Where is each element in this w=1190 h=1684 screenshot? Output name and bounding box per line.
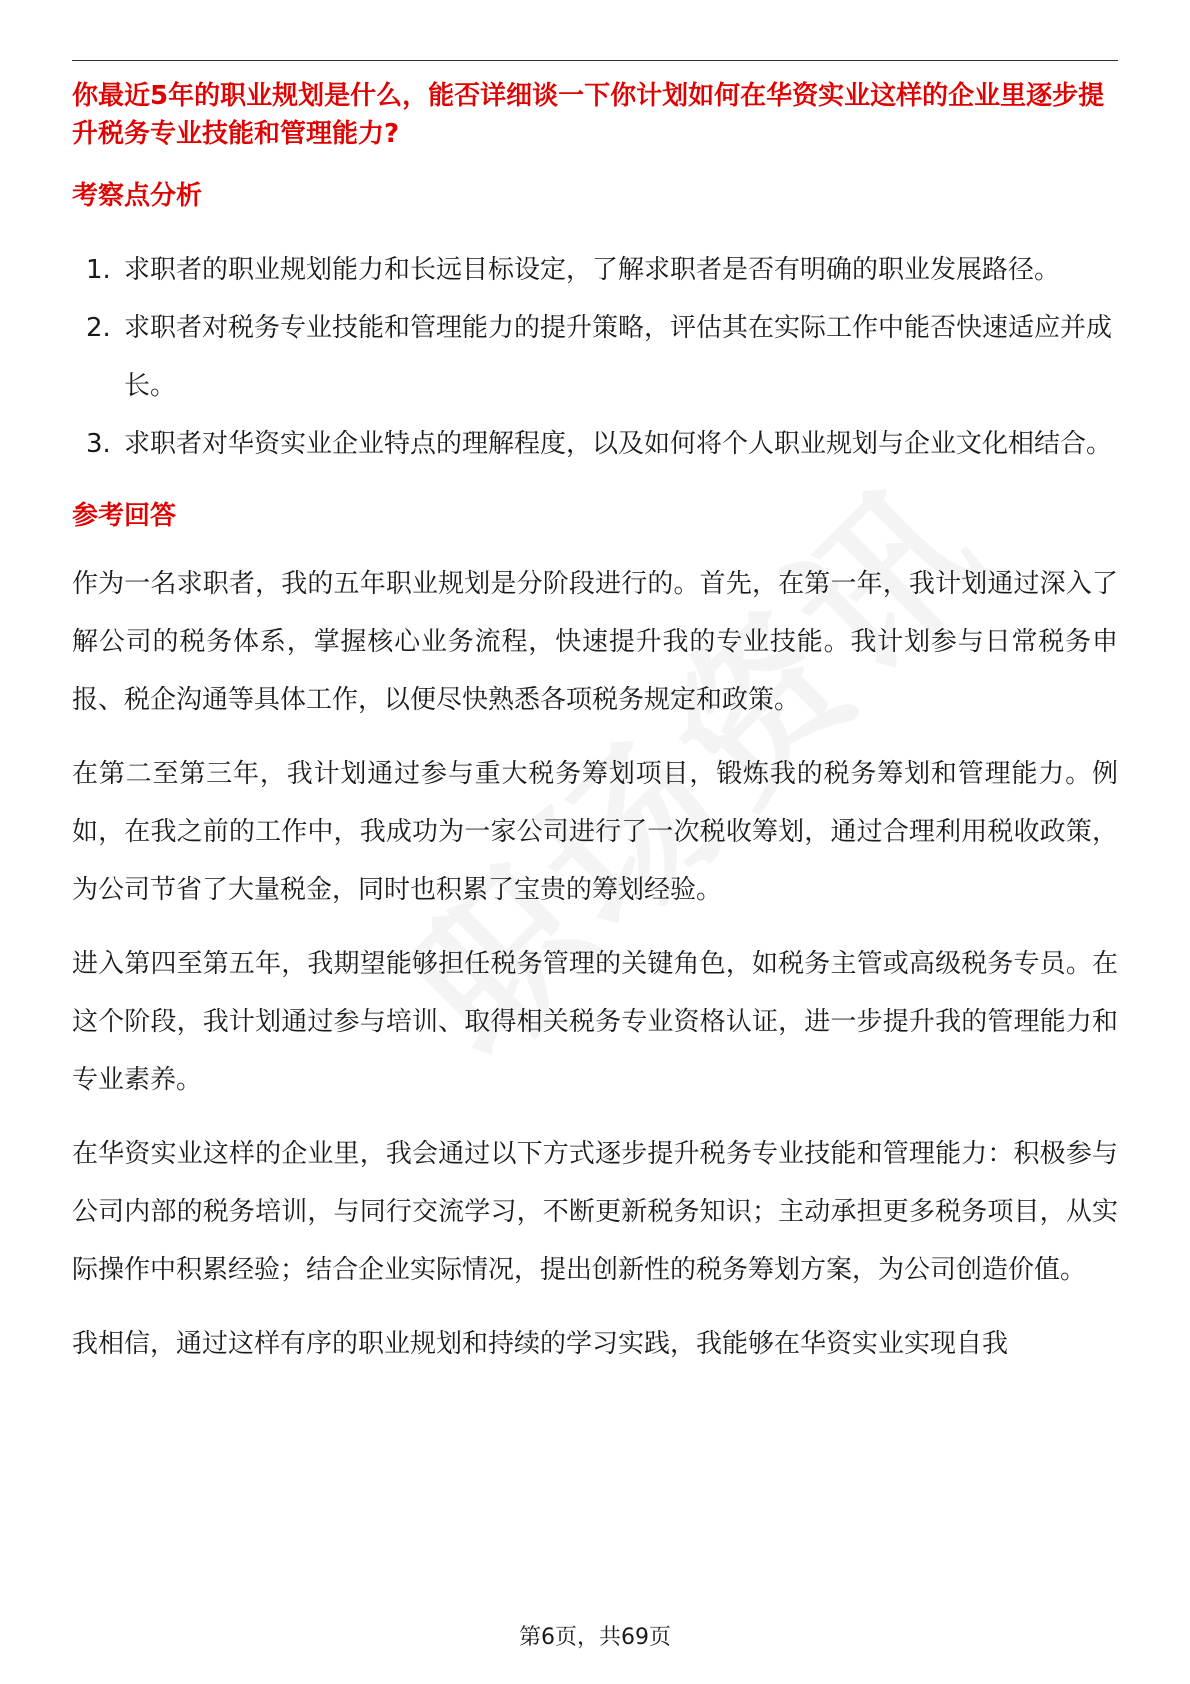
answer-paragraph: 作为一名求职者，我的五年职业规划是分阶段进行的。首先，在第一年，我计划通过深入了解公司的税务体系，掌握核心业务流程，快速提升我的专业技能。我计划参与日常税务申报、税企沟通等具体工作，以便尽快熟悉各项税务规定和政策。 [72, 569, 1118, 715]
answer-paragraph: 在第二至第三年，我计划通过参与重大税务筹划项目，锻炼我的税务筹划和管理能力。例如，在我之前的工作中，我成功为一家公司进行了一次税收筹划，通过合理利用税收政策，为公司节省了大量税金，同时也积累了宝贵的筹划经验。 [72, 759, 1118, 905]
analysis-points-list [72, 241, 1118, 473]
list-item-number: 2. [86, 313, 111, 343]
answer-paragraph: 进入第四至第五年，我期望能够担任税务管理的关键角色，如税务主管或高级税务专员。在这个阶段，我计划通过参与培训、取得相关税务专业资格认证，进一步提升我的管理能力和专业素养。 [72, 949, 1118, 1095]
answer-paragraph: 我相信，通过这样有序的职业规划和持续的学习实践，我能够在华资实业实现自我 [72, 1329, 1009, 1359]
analysis-heading: 考察点分析 [72, 181, 203, 211]
question-heading: 你最近5年的职业规划是什么，能否详细谈一下你计划如何在华资实业这样的企业里逐步提升税务专业技能和管理能力? [72, 81, 1105, 149]
list-item-number: 1. [86, 255, 111, 285]
answer-heading: 参考回答 [72, 501, 177, 531]
list-item-number: 3. [86, 429, 111, 459]
list-item-text: 求职者对税务专业技能和管理能力的提升策略，评估其在实际工作中能否快速适应并成长。 [124, 313, 1113, 401]
top-rule [72, 60, 1118, 61]
document-page [72, 60, 1118, 1389]
list-item [72, 299, 1118, 415]
answer-paragraph: 在华资实业这样的企业里，我会通过以下方式逐步提升税务专业技能和管理能力：积极参与公司内部的税务培训，与同行交流学习，不断更新税务知识；主动承担更多税务项目，从实际操作中积累经验；结合企业实际情况，提出创新性的税务筹划方案，为公司创造价值。 [72, 1139, 1118, 1285]
page-number-footer: 第6页，共69页 [519, 1625, 671, 1650]
list-item [72, 415, 1118, 473]
answer-body [72, 555, 1118, 1373]
list-item [72, 241, 1118, 299]
list-item-text: 求职者的职业规划能力和长远目标设定，了解求职者是否有明确的职业发展路径。 [124, 255, 1061, 285]
list-item-text: 求职者对华资实业企业特点的理解程度，以及如何将个人职业规划与企业文化相结合。 [124, 429, 1113, 459]
